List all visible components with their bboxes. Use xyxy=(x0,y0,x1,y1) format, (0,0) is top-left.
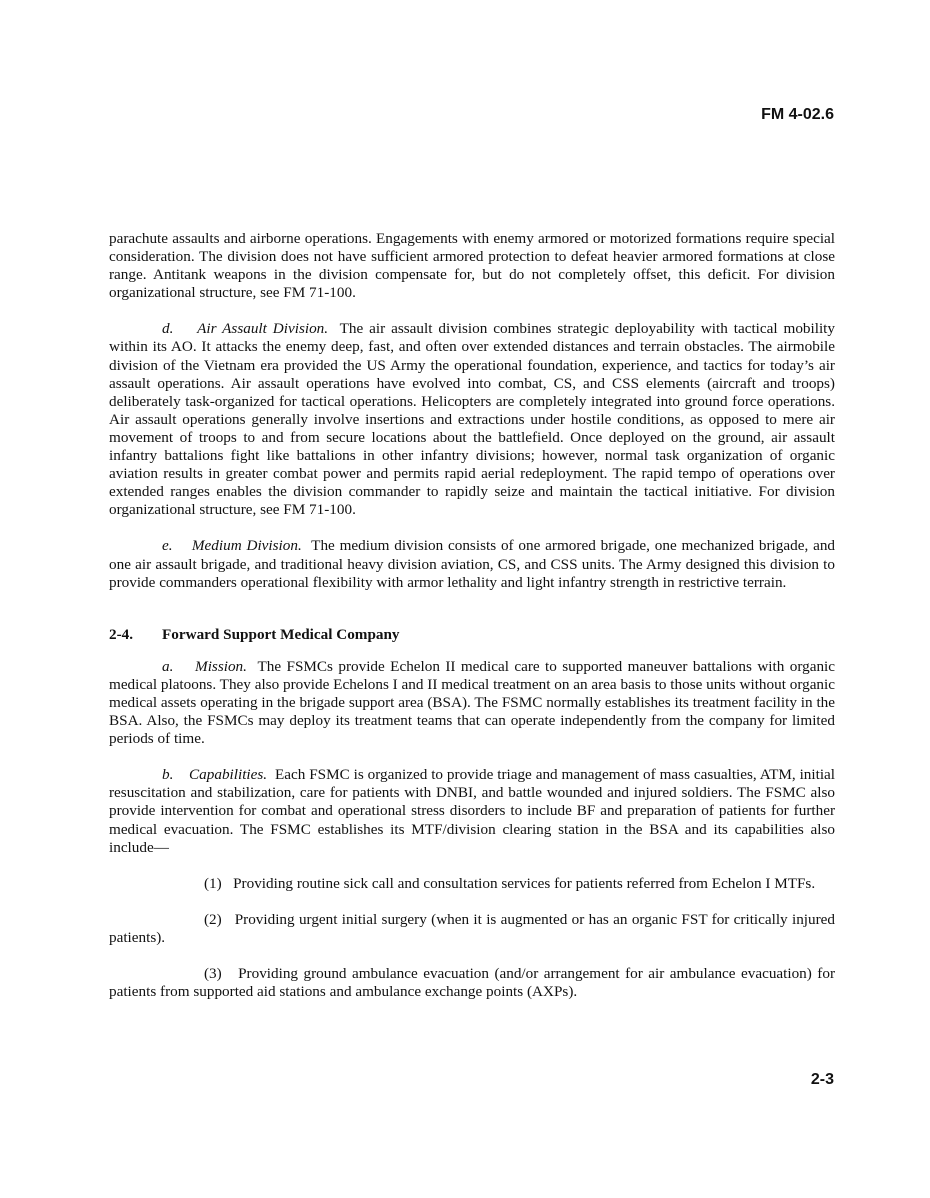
capabilities-text: Each FSMC is organized to provide triage and management of mass casualties, ATM, initial resuscitation and stabilization, care for patients with DNBI, and battle wounded and injured soldiers. The FSMC also provide intervention for combat and operational stress disorders to include BF and preparation of patients for further medical evacuation. The FSMC establishes its MTF/division clearing station in the BSA and its capabilities also include— xyxy=(109,766,836,856)
list-item xyxy=(109,911,835,947)
medium-division-paragraph xyxy=(109,537,835,591)
capabilities-paragraph xyxy=(109,766,835,856)
mission-letter: a. xyxy=(162,657,174,675)
medium-division-letter: e. xyxy=(162,537,173,555)
air-assault-letter: d. xyxy=(162,320,174,338)
continuation-paragraph: parachute assaults and airborne operations. Engagements with enemy armored or motorized formations require special consideration. The division does not have sufficient armored protection to defeat heavier armored formations at close range. Antitank weapons in the division compensate for, but do not completely offset, this deficit. For division organizational structure, see FM 71-100. xyxy=(109,230,835,302)
list-item-number: (2) xyxy=(204,910,222,928)
mission-paragraph xyxy=(109,658,835,748)
capabilities-letter: b. xyxy=(162,766,174,784)
manual-code: FM 4-02.6 xyxy=(761,106,834,123)
mission-title: Mission. xyxy=(195,657,247,675)
list-item-text: Providing ground ambulance evacuation (and/or arrangement for air ambulance evacuation) for patients from supported aid stations and ambulance exchange points (AXPs). xyxy=(109,965,836,1001)
air-assault-paragraph xyxy=(109,320,835,519)
list-item-text: Providing routine sick call and consultation services for patients referred from Echelon I MTFs. xyxy=(233,874,816,892)
list-item-number: (3) xyxy=(204,965,222,982)
medium-division-title: Medium Division. xyxy=(191,537,302,555)
capabilities-title: Capabilities. xyxy=(189,766,268,784)
list-item-number: (1) xyxy=(204,874,222,892)
air-assault-title: Air Assault Division. xyxy=(197,320,329,338)
page-number: 2-3 xyxy=(810,1071,834,1088)
air-assault-text: The air assault division combines strategic deployability with tactical mobility within its AO. It attacks the enemy deep, fast, and often over extended distances and terrain obstacles. The airmobile division of the Vietnam era provided the US Army the operational foundation, experience, and tactics for today’s air assault operations. Air assault operations have evolved into combat, CS, and CSS elements (aircraft and troops) deliberately task-organized for tactical operations. Helicopters are completely integrated into ground force operations. Air assault operations generally involve insertions and extractions under hostile conditions, as opposed to mere air movement of troops to and from secure locations about the battlefield. Once deployed on the ground, air assault infantry battalions fight like battalions in other infantry divisions; however, normal task organization of organic aviation results in greater combat power and permits rapid aerial redeployment. The rapid tempo of operations over extended ranges enables the division commander to rapidly seize and maintain the tactical initiative. For division organizational structure, see FM 71-100. xyxy=(109,320,835,519)
section-title: Forward Support Medical Company xyxy=(162,625,400,643)
section-number: 2-4. xyxy=(109,625,134,643)
page-body xyxy=(109,230,835,1019)
list-item xyxy=(109,875,835,893)
mission-text: The FSMCs provide Echelon II medical care to supported maneuver battalions with organic medical platoons. They also provide Echelons I and II medical treatment on an area basis to those units without organic medical assets operating in the brigade support area (BSA). The FSMC normally establishes its treatment facility in the BSA. Also, the FSMCs may deploy its treatment teams that can operate independently from the company for limited periods of time. xyxy=(109,657,835,748)
medium-division-text: The medium division consists of one armored brigade, one mechanized brigade, and one air assault brigade, and traditional heavy division aviation, CS, and CSS units. The Army designed this division to provide commanders operational flexibility with armor lethality and light infantry strength in restrictive terrain. xyxy=(109,537,836,591)
list-item xyxy=(109,965,835,1001)
section-heading xyxy=(109,626,835,644)
list-item-text: Providing urgent initial surgery (when it is augmented or has an organic FST for critically injured patients). xyxy=(109,910,836,946)
